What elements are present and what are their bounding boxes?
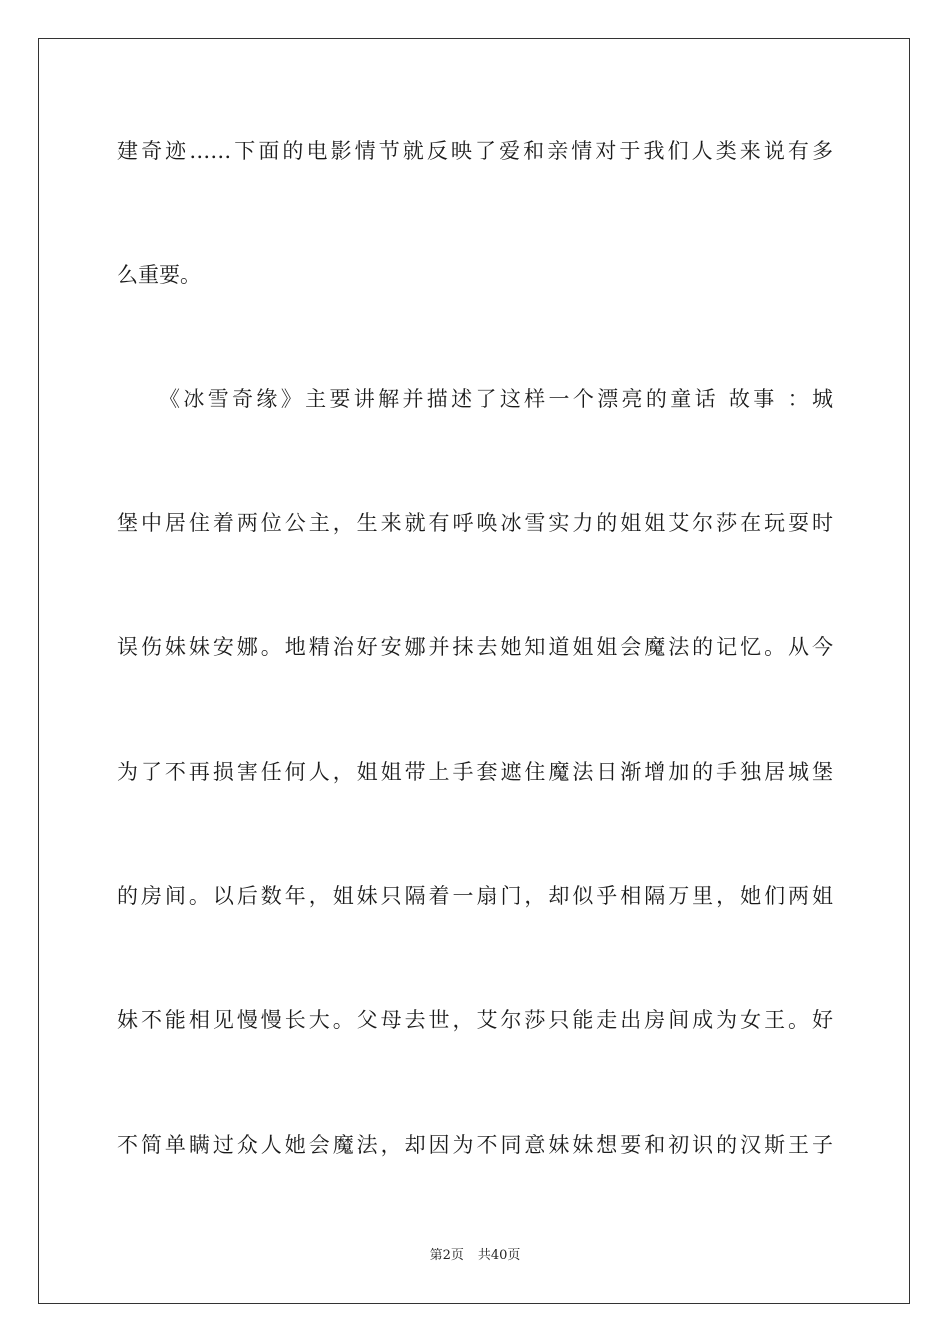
page-frame <box>38 38 910 1304</box>
text-line-1: 建奇迹……下面的电影情节就反映了爱和亲情对于我们人类来说有多 <box>117 139 833 163</box>
total-pages: 共40页 <box>477 1248 521 1263</box>
text-line-9: 不简单瞒过众人她会魔法，却因为不同意妹妹想要和初识的汉斯王子 <box>117 1133 833 1157</box>
page-number: 第2页 <box>429 1248 464 1263</box>
text-line-2: 么重要。 <box>117 263 201 287</box>
text-line-8: 妹不能相见慢慢长大。父母去世，艾尔莎只能走出房间成为女王。好 <box>117 1008 833 1032</box>
text-line-6: 为了不再损害任何人，姐姐带上手套遮住魔法日渐增加的手独居城堡 <box>117 760 833 784</box>
page-footer <box>0 1247 950 1265</box>
text-line-5: 误伤妹妹安娜。地精治好安娜并抹去她知道姐姐会魔法的记忆。从今 <box>117 635 833 659</box>
text-line-7: 的房间。以后数年，姐妹只隔着一扇门，却似乎相隔万里，她们两姐 <box>117 884 833 908</box>
text-line-3: 《冰雪奇缘》主要讲解并描述了这样一个漂亮的童话 故事 ：城 <box>159 387 833 411</box>
text-line-4: 堡中居住着两位公主，生来就有呼唤冰雪实力的姐姐艾尔莎在玩耍时 <box>117 511 833 535</box>
